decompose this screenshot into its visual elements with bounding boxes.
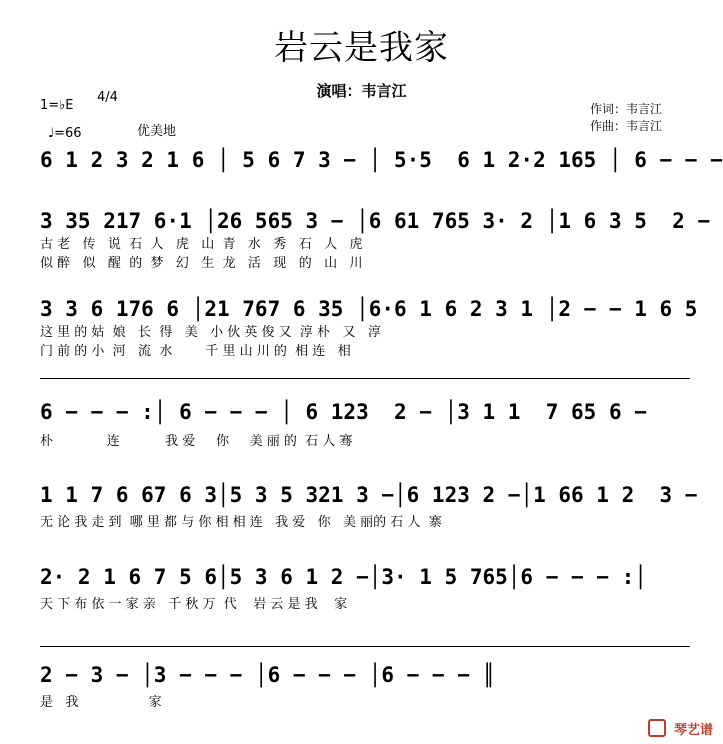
singer-credit: 演唱：韦言江 — [316, 82, 407, 100]
lyric-line-1: 无 论 我 走 到 哪 里 都 与 你 相 相 连 我 爱 你 美 丽的 石 人 寨 — [40, 515, 442, 530]
composer-credit: 作曲：韦言江 — [590, 119, 663, 133]
notation-line: 3 35 217 6·1 │26 565 3 − │6 61 765 3· 2 │1 6 3 5 2 − — [40, 209, 711, 233]
time-signature — [97, 92, 118, 104]
page-title: 岩云是我家 — [274, 28, 449, 68]
lyricist-credit: 作词：韦言江 — [590, 102, 663, 116]
notation-line: 6 − − − :│ 6 − − − │ 6 123 2 − │3 1 1 7 65 6 − — [40, 400, 647, 424]
lyric-line-1: 天 下 布 依 一 家 亲 千 秋 万 代 岩 云 是 我 家 — [40, 597, 348, 612]
tempo-marking: ♩=66 — [48, 126, 82, 141]
lyric-line-1: 古 老 传 说 石 人 虎 山 青 水 秀 石 人 虎 — [40, 237, 363, 252]
lyric-line-1: 朴 连 我 爱 你 美 丽 的 石 人 骞 — [40, 434, 353, 449]
score-row-5 — [40, 483, 698, 530]
lyric-line-1: 是 我 家 — [40, 695, 162, 710]
score-row-4 — [40, 378, 690, 379]
time-signature-value: 4/4 — [97, 90, 118, 105]
notation-line: 2· 2 1 6 7 5 6│5 3 6 1 2 −│3· 1 5 765│6 − − − :│ — [40, 565, 647, 589]
score-row-2 — [40, 209, 711, 271]
score-row-7 — [40, 663, 690, 710]
score-row-6 — [40, 565, 690, 612]
qinyipu-logo-icon — [648, 719, 666, 737]
score-row-1 — [40, 148, 723, 172]
lyric-line-1: 这 里 的 姑 娘 长 得 美 小 伙 英 俊 又 淳 朴 又 淳 — [40, 325, 381, 340]
lyric-line-2: 门 前 的 小 河 流 水 千 里 山 川 的 相 连 相 — [40, 344, 351, 359]
notation-line: 2 − 3 − │3 − − − │6 − − − │6 − − − ║ — [40, 663, 496, 687]
lyric-line-2: 似 醉 似 醒 的 梦 幻 生 龙 活 现 的 山 川 — [40, 256, 363, 271]
key-signature: 1=♭E — [40, 98, 74, 113]
notation-line: 6 1 2 3 2 1 6 │ 5 6 7 3 − │ 5·5 6 1 2·2 165 │ 6 − − − — [40, 148, 723, 172]
score-row-3 — [40, 297, 698, 359]
expression-marking: 优美地 — [137, 124, 177, 139]
notation-line: 1 1 7 6 67 6 3│5 3 5 321 3 −│6 123 2 −│1 66 1 2 3 − — [40, 483, 698, 507]
notation-line: 3 3 6 176 6 │21 767 6 35 │6·6 1 6 2 3 1 │2 − − 1 6 5 — [40, 297, 698, 321]
logo-text: 琴艺谱 — [673, 723, 713, 738]
score-row-7-bracket — [40, 646, 690, 647]
score-row-4-content — [40, 400, 690, 449]
site-logo[interactable] — [648, 719, 713, 738]
